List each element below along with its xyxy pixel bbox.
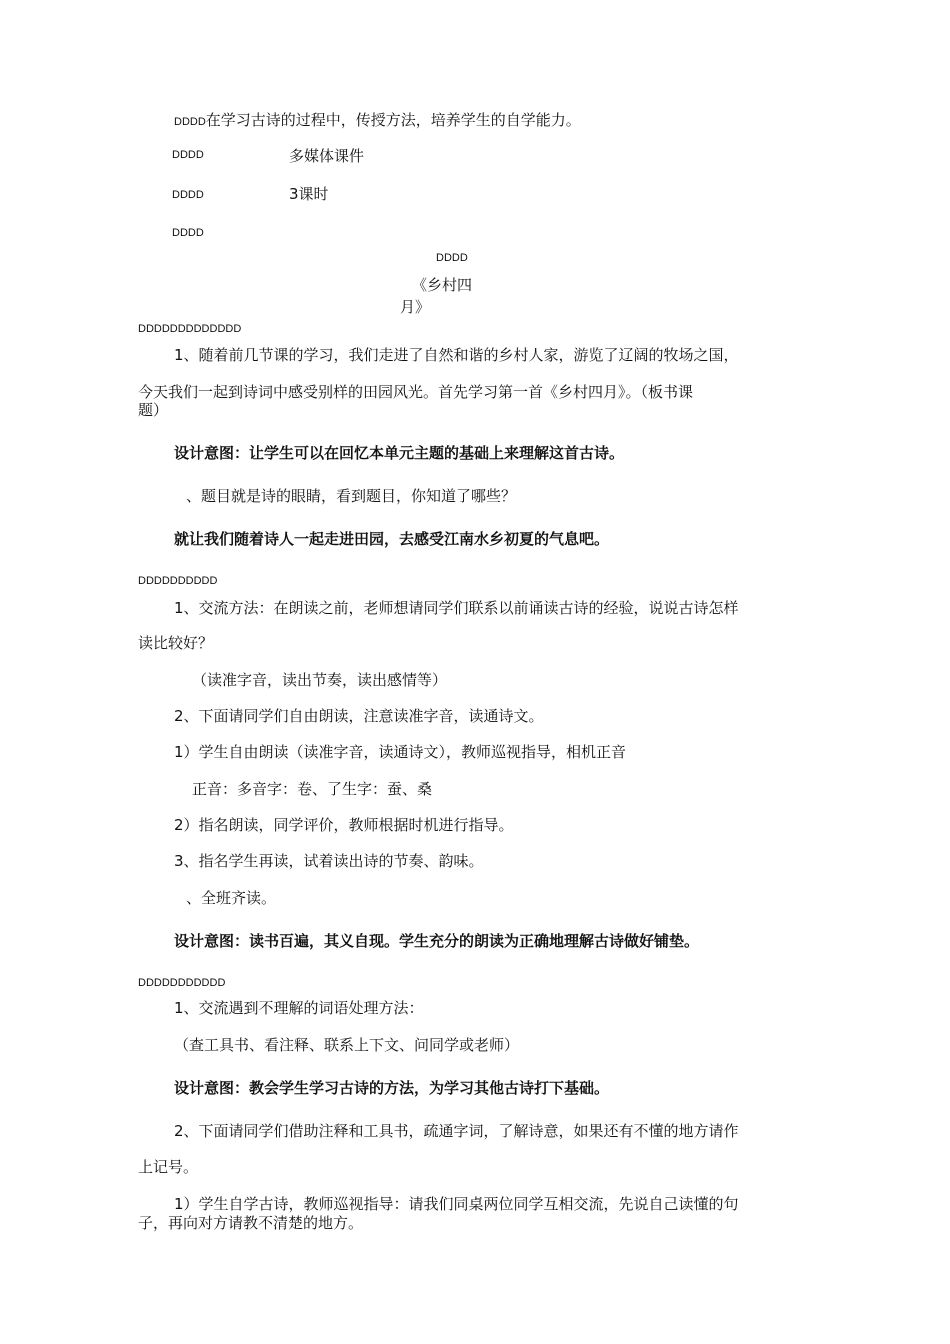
- poem-title: [400, 274, 520, 318]
- section3-p3-line2: 子，再向对方请教不清楚的地方。: [138, 1214, 364, 1232]
- hours-value: 3课时: [289, 185, 329, 203]
- prep-label: DDDD: [172, 149, 204, 161]
- poem-title-line1: 《乡村四: [412, 276, 473, 294]
- section2-p3: 3、指名学生再读，试着读出诗的节奏、韵味。: [174, 852, 484, 870]
- section1-p2: 、题目就是诗的眼睛，看到题目，你知道了哪些？: [186, 487, 517, 505]
- section2-p2-2: 2）指名朗读，同学评价，教师根据时机进行指导。: [174, 816, 514, 834]
- lesson-label: DDDD: [436, 252, 468, 264]
- section3-label: DDDDDDDDDDD: [138, 977, 226, 989]
- poem-title-line2: 月》: [400, 298, 431, 316]
- section3-intent: 设计意图：教会学生学习古诗的方法，为学习其他古诗打下基础。: [174, 1079, 610, 1097]
- process-label: DDDD: [172, 227, 204, 239]
- section1-p1-line2: 今天我们一起到诗词中感受别样的田园风光。首先学习第一首《乡村四月》。（板书课: [138, 383, 694, 401]
- objective-label: DDDD: [174, 116, 206, 128]
- objective-line: [174, 111, 581, 131]
- objective-text: 在学习古诗的过程中，传授方法，培养学生的自学能力。: [205, 111, 581, 129]
- section1-p1-line3: 题）: [138, 401, 169, 419]
- section3-p1-note: （查工具书、看注释、联系上下文、问同学或老师）: [174, 1036, 520, 1054]
- section2-p1-line1: 1、交流方法：在朗读之前，老师想请同学们联系以前诵读古诗的经验，说说古诗怎样: [174, 599, 739, 617]
- hours-label: DDDD: [172, 189, 204, 201]
- section3-p1: 1、交流遇到不理解的词语处理方法：: [174, 999, 424, 1017]
- section2-intent: 设计意图：读书百遍，其义自现。学生充分的朗读为正确地理解古诗做好铺垫。: [174, 932, 700, 950]
- section3-p2-line2: 上记号。: [138, 1158, 199, 1176]
- section1-intent: 设计意图：让学生可以在回忆本单元主题的基础上来理解这首古诗。: [174, 444, 625, 462]
- section2-p2-note: 正音：多音字：卷、了生字：蚕、桑: [192, 780, 433, 798]
- section1-p3: 就让我们随着诗人一起走进田园，去感受江南水乡初夏的气息吧。: [174, 530, 610, 548]
- section3-p3-line1: 1）学生自学古诗，教师巡视指导：请我们同桌两位同学互相交流，先说自己读懂的句: [174, 1195, 739, 1213]
- section2-p2: 2、下面请同学们自由朗读，注意读准字音，读通诗文。: [174, 707, 544, 725]
- section2-p4: 、全班齐读。: [186, 889, 277, 907]
- section1-label: DDDDDDDDDDDDD: [138, 323, 242, 335]
- section2-label: DDDDDDDDDD: [138, 575, 218, 587]
- section2-p1-line2: 读比较好？: [138, 634, 214, 652]
- section2-p1-note: （读准字音，读出节奏，读出感情等）: [192, 671, 448, 689]
- prep-value: 多媒体课件: [289, 147, 365, 165]
- section3-p2-line1: 2、下面请同学们借助注释和工具书，疏通字词，了解诗意，如果还有不懂的地方请作: [174, 1122, 739, 1140]
- section1-p1-line1: 1、随着前几节课的学习，我们走进了自然和谐的乡村人家，游览了辽阔的牧场之国，: [174, 346, 739, 364]
- section2-p2-1: 1）学生自由朗读（读准字音，读通诗文），教师巡视指导，相机正音: [174, 743, 627, 761]
